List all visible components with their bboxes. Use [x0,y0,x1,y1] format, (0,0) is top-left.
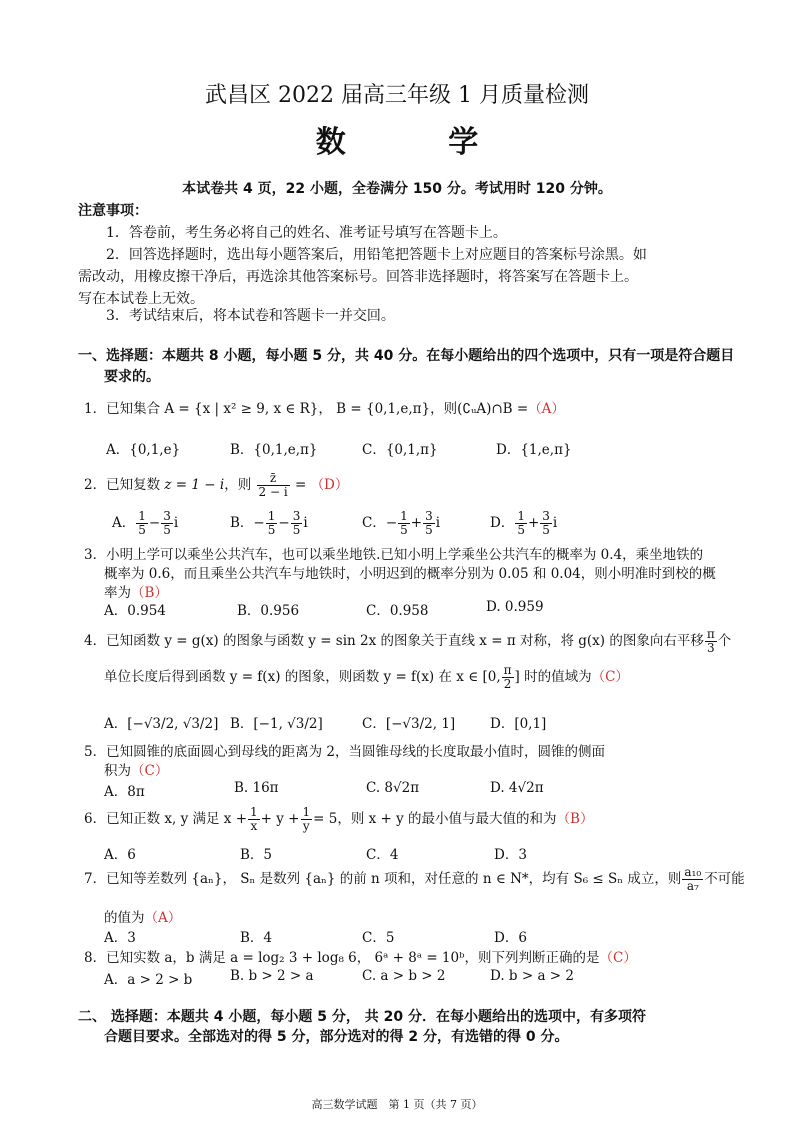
q2-b-pre: − [253,515,265,531]
q2-b-label: B． [230,515,254,531]
q7-frac-den: a₇ [686,879,699,893]
question-2-z: z = 1 − i [164,477,225,493]
notice-heading: 注意事项： [78,203,148,219]
question-3-answer: （B） [131,585,168,601]
question-2-mid: ，则 [224,477,252,493]
notice-item-1: 1．答卷前，考生务必将自己的姓名、准考证号填写在答题卡上。 [106,225,507,241]
question-2-pre: 2．已知复数 [84,477,161,493]
q2-a-den-1: 5 [138,523,146,537]
question-8-answer: （C） [599,950,637,966]
question-6 [84,806,593,833]
section2-heading-line-2: 合题目要求。全部选对的得 5 分，部分选对的得 2 分，有选错的得 0 分。 [104,1029,569,1045]
q4-frac1-den: 3 [706,641,715,655]
q2-d-frac-1 [515,510,527,537]
q7-option-c: C．5 [362,930,395,946]
q2-a-i: i [173,515,179,531]
q1-option-a: A．{0,1,e} [106,442,181,458]
q6-option-a: A．6 [104,847,136,863]
question-4-text-1-end: 个 [717,633,732,649]
q2-d-den-2: 5 [542,523,550,537]
q2-d-den-1: 5 [517,523,525,537]
q4-option-c: C．[−√3/2, 1] [362,716,456,732]
q7-a10-over-a7 [682,866,703,893]
q2-b-den-2: 5 [292,523,301,537]
question-6-post: = 5，则 x + y 的最小值与最大值的和为 [313,811,557,827]
question-5-line-2 [104,759,168,779]
question-2-answer: （D） [310,477,349,493]
q2-frac-den: 2 − i [258,485,288,499]
q2-a-frac-2 [161,510,173,537]
q8-option-a: A．a > 2 > b [104,972,193,988]
q2-d-op: + [527,515,540,531]
section2-heading-line-1: 二、 选择题：本题共 4 小题，每小题 5 分， 共 20 分．在每小题给出的选项中，有多项符 [78,1009,646,1025]
q2-c-den-2: 5 [425,523,433,537]
q8-option-d: D. b > a > 2 [490,968,574,984]
question-6-mid: + y + [260,811,300,827]
question-4-line-2 [104,664,629,691]
q2-c-frac-2 [423,510,435,537]
question-6-answer: （B） [556,811,594,827]
q6-f2-num: 1 [302,805,311,819]
q3-option-d: D. 0.959 [486,599,544,615]
q5-option-a: A．8π [104,784,145,800]
q2-d-frac-2 [540,510,552,537]
q5-option-d: D. 4√2π [490,780,544,796]
notice-item-3: 3．考试结束后，将本试卷和答题卡一并交回。 [106,308,395,324]
q2-d-num-2: 3 [542,509,550,523]
q2-b-den-1: 5 [267,523,276,537]
q2-d-i: i [552,515,558,531]
question-4-text-1: 4．已知函数 y = g(x) 的图象与函数 y = sin 2x 的图象关于直线 x = π 对称，将 g(x) 的图象向右平移 [84,633,704,649]
question-7-answer: （A） [144,910,182,926]
q4-option-b: B．[−1, √3/2] [230,716,323,732]
q6-f1-den: x [250,819,258,833]
question-1-text: 1．已知集合 A = {x | x² ≥ 9, x ∈ R}， B = {0,1,e,π}，则(∁ᵤA)∩B = [84,401,529,417]
q4-frac2-num: π [503,663,512,677]
q2-option-a [112,510,178,537]
question-4-line-1 [84,628,731,655]
q4-option-a: A．[−√3/2, √3/2] [104,716,219,732]
q7-option-a: A．3 [104,930,136,946]
question-4-text-2-end: ] 时的值域为 [514,669,592,685]
q2-option-d [490,510,557,537]
q8-option-b: B. b > 2 > a [230,968,314,984]
q1-option-b: B．{0,1,e,π} [230,442,318,458]
question-3-text-end: 率为 [104,585,131,601]
q6-option-b: B．5 [240,847,273,863]
q3-option-c: C．0.958 [366,603,429,619]
q2-option-b [230,510,308,537]
q2-frac-num: z̄ [257,472,290,486]
question-8-text: 8．已知实数 a，b 满足 a = log₂ 3 + log₈ 6， 6ᵃ + 8ᵃ = 10ᵇ，则下列判断正确的是 [84,950,600,966]
question-7-line-1 [84,866,745,893]
question-3-line-2: 概率为 0.6，而且乘坐公共汽车与地铁时，小明迟到的概率分别为 0.05 和 0.04，则小明准时到校的概 [104,566,716,582]
q3-option-b: B．0.956 [237,603,300,619]
exam-title: 武昌区 2022 届高三年级 1 月质量检测 [205,83,589,108]
q2-equals: = [294,477,307,493]
q6-f1-num: 1 [250,805,258,819]
q2-c-frac-1 [398,510,410,537]
question-7-line-2 [104,906,181,926]
question-3-line-1: 3．小明上学可以乘坐公共汽车，也可以乘坐地铁.已知小明上学乘坐公共汽车的概率为 0.4，乘坐地铁的 [84,547,704,563]
q4-option-d: D．[0,1] [490,716,547,732]
section1-heading-line-1: 一、选择题：本题共 8 小题，每小题 5 分，共 40 分。在每小题给出的四个选项中，只有一项是符合题目 [78,348,735,364]
q2-b-num-2: 3 [292,509,301,523]
q6-option-c: C．4 [366,847,399,863]
q2-option-c [362,510,440,537]
notice-item-2-line-1: 2．回答选择题时，选出每小题答案后，用铅笔把答题卡上对应题目的答案标号涂黑。如 [106,247,647,263]
q2-c-op: + [410,515,423,531]
q5-option-c: C. 8√2π [366,780,420,796]
q8-option-c: C. a > b > 2 [362,968,446,984]
page-footer: 高三数学试题 第 1 页（共 7 页） [311,1098,483,1111]
question-2 [84,472,348,499]
question-4-answer: （C） [591,669,629,685]
question-1 [84,397,565,417]
q6-f2-den: y [302,819,310,833]
q1-option-c: C．{0,1,π} [362,442,438,458]
q2-c-pre: − [385,515,398,531]
q2-b-num-1: 1 [267,509,276,523]
q4-frac1-num: π [706,627,715,641]
q2-b-frac-1 [266,510,278,537]
subject-title: 数 学 [315,125,525,160]
q2-d-label: D． [490,515,515,531]
q2-d-num-1: 1 [517,509,525,523]
q2-b-i: i [303,515,308,531]
question-5-line-1: 5．已知圆锥的底面圆心到母线的距离为 2，当圆锥母线的长度取最小值时，圆锥的侧面 [84,744,605,760]
q4-frac2-den: 2 [503,677,512,691]
q4-pi-over-3 [705,628,717,655]
notice-item-2-line-2: 需改动，用橡皮擦干净后，再选涂其他答案标号。回答非选择题时，将答案写在答题卡上。 [78,269,638,285]
q2-a-num-1: 1 [138,509,146,523]
q2-c-num-1: 1 [400,509,408,523]
q2-b-op: − [278,515,290,531]
q2-c-num-2: 3 [425,509,433,523]
q6-frac-1-over-x [248,806,260,833]
q4-pi-over-2 [502,664,514,691]
question-5-text-end: 积为 [104,763,131,779]
q6-option-d: D．3 [494,847,527,863]
q2-c-i: i [435,515,441,531]
q7-option-b: B．4 [240,930,273,946]
q2-a-frac-1 [136,510,148,537]
question-4-text-2: 单位长度后得到函数 y = f(x) 的图象，则函数 y = f(x) 在 x ∈ [0, [104,669,501,685]
section1-heading-line-2: 要求的。 [104,369,160,385]
q2-a-op: − [148,515,161,531]
exam-info: 本试卷共 4 页，22 小题，全卷满分 150 分。考试用时 120 分钟。 [182,181,612,197]
q2-a-num-2: 3 [163,509,171,523]
question-7-text-2: 的值为 [104,910,145,926]
question-7-text-1-end: 不可能 [704,871,745,887]
notice-item-2-line-3: 写在本试卷上无效。 [78,291,204,307]
q7-option-d: D．6 [494,930,527,946]
question-7-text-1: 7．已知等差数列 {aₙ}， Sₙ 是数列 {aₙ} 的前 n 项和，对任意的 n ∈ N*，均有 S₆ ≤ Sₙ 成立，则 [84,871,682,887]
q2-a-label: A． [112,515,136,531]
q3-option-a: A．0.954 [104,603,166,619]
question-8 [84,946,637,966]
q2-a-den-2: 5 [163,523,171,537]
question-6-pre: 6．已知正数 x, y 满足 x + [84,811,248,827]
q2-b-frac-2 [291,510,303,537]
q2-c-den-1: 5 [400,523,408,537]
q1-option-d: D．{1,e,π} [496,442,572,458]
question-1-answer: （A） [528,401,565,417]
question-3-line-3 [104,581,168,601]
q2-c-label: C． [362,515,386,531]
q5-option-b: B. 16π [234,780,279,796]
question-5-answer: （C） [131,763,169,779]
q7-frac-num: a₁₀ [684,865,702,879]
q6-frac-1-over-y [301,806,313,833]
question-2-fraction [257,472,290,499]
